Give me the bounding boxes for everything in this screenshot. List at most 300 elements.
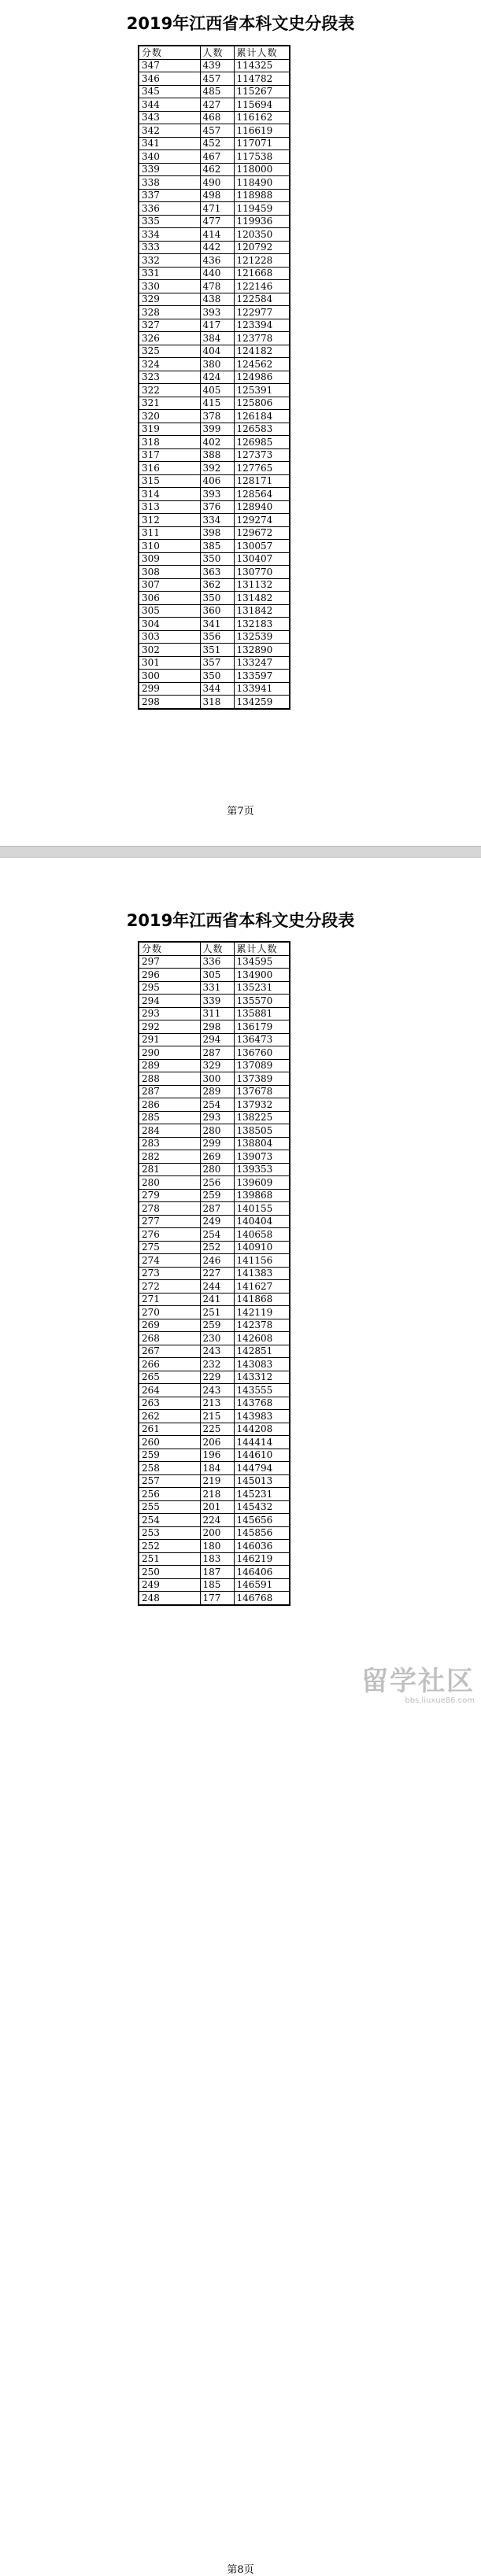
cell-score: 315 (139, 474, 200, 488)
cell-cumulative: 118490 (234, 176, 290, 190)
cell-cumulative: 131132 (234, 578, 290, 592)
cell-score: 345 (139, 85, 200, 98)
page-number: 第7页 (227, 806, 254, 817)
cell-score: 305 (139, 604, 200, 618)
header-cumulative: 累计人数 (234, 942, 290, 955)
score-table (138, 941, 290, 1606)
cell-count: 438 (200, 293, 234, 306)
table-row (139, 1500, 290, 1514)
cell-score: 327 (139, 319, 200, 332)
cell-cumulative: 115694 (234, 98, 290, 112)
cell-count: 213 (200, 1397, 234, 1410)
cell-cumulative: 138225 (234, 1111, 290, 1124)
cell-count: 334 (200, 514, 234, 527)
cell-score: 267 (139, 1345, 200, 1358)
cell-cumulative: 134259 (234, 696, 290, 709)
cell-count: 417 (200, 319, 234, 332)
table-row (139, 1306, 290, 1319)
cell-cumulative: 122146 (234, 280, 290, 293)
table-row (139, 371, 290, 384)
cell-cumulative: 120350 (234, 228, 290, 242)
table-row (139, 1462, 290, 1475)
cell-score: 310 (139, 540, 200, 553)
cell-cumulative: 131482 (234, 592, 290, 605)
table-row (139, 578, 290, 592)
cell-score: 341 (139, 137, 200, 150)
cell-count: 350 (200, 592, 234, 605)
cell-score: 343 (139, 111, 200, 124)
cell-count: 227 (200, 1267, 234, 1280)
cell-count: 336 (200, 955, 234, 969)
cell-count: 289 (200, 1085, 234, 1098)
table-row (139, 1332, 290, 1345)
cell-cumulative: 115267 (234, 85, 290, 98)
cell-score: 320 (139, 410, 200, 423)
cell-cumulative: 141627 (234, 1280, 290, 1294)
cell-score: 326 (139, 332, 200, 345)
cell-cumulative: 118988 (234, 189, 290, 202)
cell-score: 275 (139, 1241, 200, 1254)
cell-cumulative: 122977 (234, 306, 290, 319)
table-row (139, 488, 290, 501)
cell-score: 318 (139, 436, 200, 449)
cell-cumulative: 146591 (234, 1578, 290, 1592)
cell-score: 335 (139, 215, 200, 228)
cell-cumulative: 136179 (234, 1020, 290, 1034)
cell-score: 279 (139, 1189, 200, 1202)
table-row (139, 592, 290, 605)
cell-score: 253 (139, 1526, 200, 1540)
cell-cumulative: 145013 (234, 1474, 290, 1488)
cell-score: 254 (139, 1514, 200, 1527)
cell-score: 248 (139, 1592, 200, 1605)
cell-count: 246 (200, 1254, 234, 1268)
table-row (139, 1566, 290, 1579)
table-row (139, 552, 290, 566)
cell-count: 350 (200, 552, 234, 566)
cell-count: 294 (200, 1033, 234, 1046)
cell-cumulative: 121228 (234, 254, 290, 268)
cell-score: 330 (139, 280, 200, 293)
cell-score: 286 (139, 1098, 200, 1112)
table-row (139, 306, 290, 319)
cell-score: 339 (139, 163, 200, 176)
table-row (139, 111, 290, 124)
cell-count: 225 (200, 1423, 234, 1436)
table-row (139, 436, 290, 449)
cell-count: 177 (200, 1592, 234, 1605)
cell-score: 292 (139, 1020, 200, 1034)
cell-score: 342 (139, 124, 200, 138)
cell-cumulative: 123394 (234, 319, 290, 332)
table-row (139, 293, 290, 306)
cell-count: 243 (200, 1345, 234, 1358)
table-header-row (139, 942, 290, 955)
cell-count: 256 (200, 1176, 234, 1190)
cell-cumulative: 143312 (234, 1371, 290, 1384)
cell-count: 259 (200, 1319, 234, 1332)
cell-cumulative: 126184 (234, 410, 290, 423)
cell-cumulative: 135570 (234, 995, 290, 1008)
cell-score: 325 (139, 345, 200, 358)
cell-score: 336 (139, 202, 200, 216)
cell-count: 490 (200, 176, 234, 190)
cell-cumulative: 119459 (234, 202, 290, 216)
cell-count: 269 (200, 1150, 234, 1164)
cell-score: 331 (139, 267, 200, 280)
cell-cumulative: 139868 (234, 1189, 290, 1202)
table-row (139, 604, 290, 618)
cell-cumulative: 146036 (234, 1540, 290, 1553)
cell-count: 477 (200, 215, 234, 228)
table-row (139, 1254, 290, 1268)
cell-cumulative: 138505 (234, 1124, 290, 1138)
table-row (139, 332, 290, 345)
cell-cumulative: 128940 (234, 500, 290, 514)
cell-cumulative: 136473 (234, 1033, 290, 1046)
cell-count: 363 (200, 566, 234, 579)
watermark-url: bbs.liuxue86.com (405, 1696, 475, 1705)
cell-score: 347 (139, 59, 200, 72)
cell-score: 311 (139, 526, 200, 540)
table-row (139, 1358, 290, 1371)
table-row (139, 1384, 290, 1397)
cell-count: 457 (200, 124, 234, 138)
page-separator (0, 846, 481, 858)
table-row (139, 1059, 290, 1072)
cell-cumulative: 125806 (234, 397, 290, 410)
cell-cumulative: 141868 (234, 1293, 290, 1306)
table-row (139, 345, 290, 358)
cell-score: 266 (139, 1358, 200, 1371)
cell-cumulative: 145432 (234, 1500, 290, 1514)
table-row (139, 1111, 290, 1124)
cell-score: 338 (139, 176, 200, 190)
cell-score: 272 (139, 1280, 200, 1294)
cell-cumulative: 119936 (234, 215, 290, 228)
cell-cumulative: 128564 (234, 488, 290, 501)
cell-count: 287 (200, 1202, 234, 1216)
cell-count: 298 (200, 1020, 234, 1034)
cell-cumulative: 144794 (234, 1462, 290, 1475)
cell-score: 273 (139, 1267, 200, 1280)
cell-count: 384 (200, 332, 234, 345)
cell-score: 328 (139, 306, 200, 319)
table-row (139, 1280, 290, 1294)
table-row (139, 1033, 290, 1046)
table-row (139, 1488, 290, 1501)
table-row (139, 1007, 290, 1020)
table-row (139, 448, 290, 462)
table-row (139, 526, 290, 540)
table-row (139, 410, 290, 423)
cell-score: 329 (139, 293, 200, 306)
cell-count: 241 (200, 1293, 234, 1306)
table-row (139, 1267, 290, 1280)
cell-count: 180 (200, 1540, 234, 1553)
table-row (139, 1319, 290, 1332)
cell-score: 319 (139, 423, 200, 436)
cell-count: 404 (200, 345, 234, 358)
table-row (139, 566, 290, 579)
cell-score: 316 (139, 462, 200, 475)
table-row (139, 423, 290, 436)
cell-count: 414 (200, 228, 234, 242)
cell-cumulative: 146219 (234, 1552, 290, 1566)
cell-cumulative: 141383 (234, 1267, 290, 1280)
cell-cumulative: 140910 (234, 1241, 290, 1254)
cell-score: 274 (139, 1254, 200, 1268)
table-row (139, 1098, 290, 1112)
table-row (139, 124, 290, 138)
cell-count: 360 (200, 604, 234, 618)
cell-count: 362 (200, 578, 234, 592)
table-row (139, 1189, 290, 1202)
cell-cumulative: 134595 (234, 955, 290, 969)
cell-count: 243 (200, 1384, 234, 1397)
cell-cumulative: 127373 (234, 448, 290, 462)
cell-cumulative: 116619 (234, 124, 290, 138)
cell-count: 378 (200, 410, 234, 423)
cell-cumulative: 144414 (234, 1436, 290, 1449)
table-row (139, 500, 290, 514)
cell-cumulative: 146768 (234, 1592, 290, 1605)
cell-score: 251 (139, 1552, 200, 1566)
cell-count: 406 (200, 474, 234, 488)
cell-cumulative: 136760 (234, 1046, 290, 1060)
cell-count: 442 (200, 241, 234, 254)
cell-score: 332 (139, 254, 200, 268)
cell-score: 290 (139, 1046, 200, 1060)
table-row (139, 514, 290, 527)
table-row (139, 1020, 290, 1034)
cell-count: 218 (200, 1488, 234, 1501)
cell-cumulative: 142608 (234, 1332, 290, 1345)
cell-score: 340 (139, 150, 200, 164)
cell-cumulative: 131842 (234, 604, 290, 618)
cell-cumulative: 130057 (234, 540, 290, 553)
cell-cumulative: 141156 (234, 1254, 290, 1268)
cell-cumulative: 122584 (234, 293, 290, 306)
cell-count: 356 (200, 630, 234, 644)
cell-cumulative: 132183 (234, 618, 290, 631)
cell-count: 219 (200, 1474, 234, 1488)
cell-count: 339 (200, 995, 234, 1008)
table-row (139, 189, 290, 202)
cell-count: 215 (200, 1410, 234, 1423)
table-row (139, 1215, 290, 1228)
cell-score: 258 (139, 1462, 200, 1475)
table-row (139, 254, 290, 268)
table-row (139, 215, 290, 228)
table-row (139, 319, 290, 332)
cell-cumulative: 114782 (234, 72, 290, 86)
cell-score: 306 (139, 592, 200, 605)
cell-cumulative: 137089 (234, 1059, 290, 1072)
cell-score: 291 (139, 1033, 200, 1046)
table-row (139, 682, 290, 696)
cell-score: 281 (139, 1163, 200, 1176)
cell-count: 405 (200, 384, 234, 397)
cell-score: 298 (139, 696, 200, 709)
table-row (139, 1474, 290, 1488)
table-row (139, 1449, 290, 1462)
cell-score: 270 (139, 1306, 200, 1319)
cell-count: 402 (200, 436, 234, 449)
cell-score: 344 (139, 98, 200, 112)
cell-count: 329 (200, 1059, 234, 1072)
cell-score: 280 (139, 1176, 200, 1190)
table-row (139, 1436, 290, 1449)
table-row (139, 1371, 290, 1384)
table-row (139, 1540, 290, 1553)
cell-cumulative: 140155 (234, 1202, 290, 1216)
table-row (139, 656, 290, 670)
site-watermark (333, 1666, 475, 1711)
cell-score: 278 (139, 1202, 200, 1216)
header-score: 分数 (139, 46, 200, 59)
table-row (139, 630, 290, 644)
cell-count: 439 (200, 59, 234, 72)
watermark-logo-text: 留学社区 (361, 1666, 475, 1697)
cell-cumulative: 130770 (234, 566, 290, 579)
cell-cumulative: 142119 (234, 1306, 290, 1319)
cell-cumulative: 124562 (234, 358, 290, 371)
cell-score: 262 (139, 1410, 200, 1423)
table-row (139, 384, 290, 397)
cell-count: 254 (200, 1098, 234, 1112)
cell-cumulative: 127765 (234, 462, 290, 475)
table-row (139, 696, 290, 709)
cell-score: 276 (139, 1228, 200, 1242)
cell-count: 249 (200, 1215, 234, 1228)
cell-count: 300 (200, 1072, 234, 1086)
page-title: 2019年江西省本科文史分段表 (126, 911, 355, 930)
table-row (139, 1124, 290, 1138)
cell-cumulative: 120792 (234, 241, 290, 254)
cell-score: 300 (139, 670, 200, 683)
cell-score: 299 (139, 682, 200, 696)
cell-count: 376 (200, 500, 234, 514)
cell-score: 256 (139, 1488, 200, 1501)
cell-cumulative: 130407 (234, 552, 290, 566)
cell-score: 301 (139, 656, 200, 670)
cell-count: 357 (200, 656, 234, 670)
cell-score: 303 (139, 630, 200, 644)
cell-count: 200 (200, 1526, 234, 1540)
table-row (139, 1552, 290, 1566)
table-row (139, 618, 290, 631)
table-row (139, 1176, 290, 1190)
cell-score: 295 (139, 981, 200, 995)
cell-count: 350 (200, 670, 234, 683)
cell-count: 436 (200, 254, 234, 268)
cell-count: 305 (200, 969, 234, 982)
table-row (139, 462, 290, 475)
cell-score: 259 (139, 1449, 200, 1462)
table-row (139, 267, 290, 280)
cell-count: 427 (200, 98, 234, 112)
cell-cumulative: 140404 (234, 1215, 290, 1228)
cell-cumulative: 121668 (234, 267, 290, 280)
cell-score: 304 (139, 618, 200, 631)
cell-score: 317 (139, 448, 200, 462)
header-count: 人数 (200, 942, 234, 955)
cell-cumulative: 137389 (234, 1072, 290, 1086)
score-table (138, 45, 290, 710)
cell-count: 183 (200, 1552, 234, 1566)
cell-cumulative: 124182 (234, 345, 290, 358)
cell-count: 351 (200, 644, 234, 657)
table-row (139, 1514, 290, 1527)
cell-score: 255 (139, 1500, 200, 1514)
cell-score: 268 (139, 1332, 200, 1345)
cell-cumulative: 145231 (234, 1488, 290, 1501)
cell-score: 288 (139, 1072, 200, 1086)
cell-score: 289 (139, 1059, 200, 1072)
cell-count: 311 (200, 1007, 234, 1020)
cell-score: 287 (139, 1085, 200, 1098)
cell-score: 260 (139, 1436, 200, 1449)
page-title: 2019年江西省本科文史分段表 (126, 14, 355, 33)
cell-count: 252 (200, 1241, 234, 1254)
cell-count: 201 (200, 1500, 234, 1514)
table-row (139, 85, 290, 98)
table-row (139, 1578, 290, 1592)
cell-count: 251 (200, 1306, 234, 1319)
cell-count: 415 (200, 397, 234, 410)
cell-score: 313 (139, 500, 200, 514)
cell-count: 457 (200, 72, 234, 86)
header-cumulative: 累计人数 (234, 46, 290, 59)
cell-cumulative: 133597 (234, 670, 290, 683)
cell-score: 333 (139, 241, 200, 254)
table-row (139, 1397, 290, 1410)
cell-score: 282 (139, 1150, 200, 1164)
cell-score: 250 (139, 1566, 200, 1579)
cell-cumulative: 118000 (234, 163, 290, 176)
cell-score: 269 (139, 1319, 200, 1332)
cell-score: 257 (139, 1474, 200, 1488)
cell-count: 254 (200, 1228, 234, 1242)
cell-cumulative: 139353 (234, 1163, 290, 1176)
cell-cumulative: 129672 (234, 526, 290, 540)
table-row (139, 1072, 290, 1086)
table-row (139, 1410, 290, 1423)
cell-cumulative: 143983 (234, 1410, 290, 1423)
table-row (139, 644, 290, 657)
table-row (139, 540, 290, 553)
table-row (139, 1046, 290, 1060)
cell-count: 287 (200, 1046, 234, 1060)
table-row (139, 280, 290, 293)
cell-count: 424 (200, 371, 234, 384)
cell-cumulative: 129274 (234, 514, 290, 527)
cell-cumulative: 145856 (234, 1526, 290, 1540)
cell-count: 468 (200, 111, 234, 124)
cell-count: 280 (200, 1124, 234, 1138)
table-row (139, 137, 290, 150)
table-row (139, 1137, 290, 1150)
cell-score: 294 (139, 995, 200, 1008)
cell-count: 224 (200, 1514, 234, 1527)
cell-score: 283 (139, 1137, 200, 1150)
cell-count: 344 (200, 682, 234, 696)
cell-count: 467 (200, 150, 234, 164)
cell-score: 312 (139, 514, 200, 527)
table-row (139, 163, 290, 176)
cell-cumulative: 133247 (234, 656, 290, 670)
